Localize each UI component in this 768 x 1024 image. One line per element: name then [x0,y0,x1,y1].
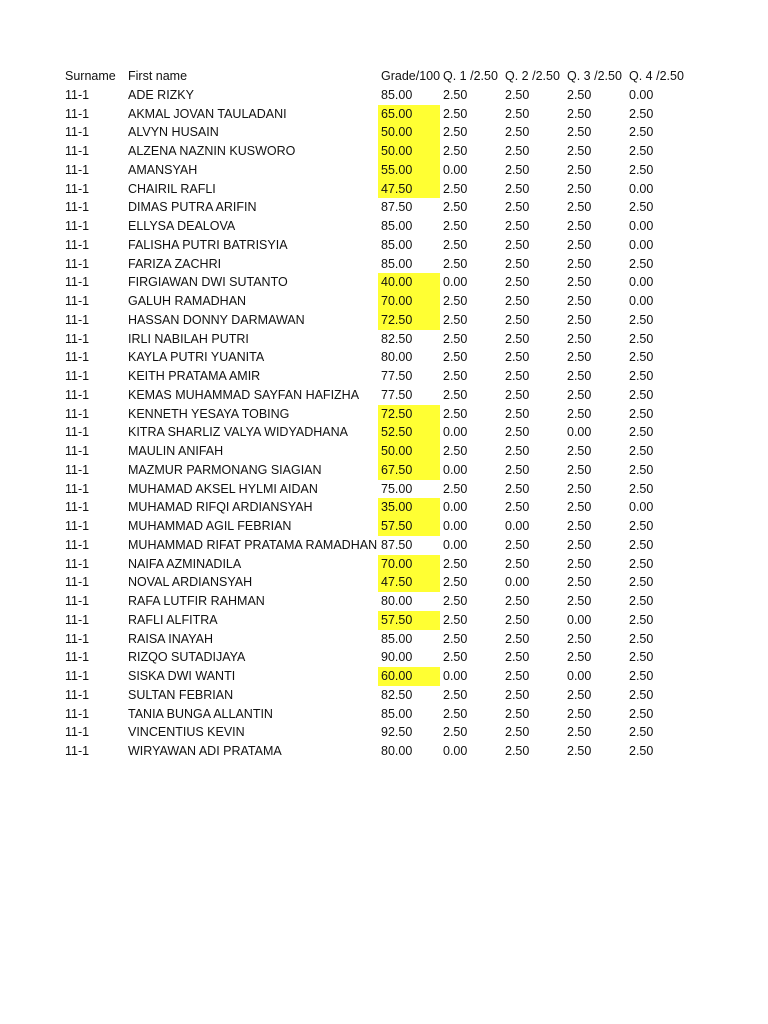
cell-q4: 0.00 [629,500,654,515]
cell-q1: 0.00 [443,162,468,177]
cell-q1: 2.50 [443,612,468,627]
cell-surname: 11-1 [65,87,90,102]
cell-surname: 11-1 [65,350,90,365]
cell-q4: 2.50 [629,481,654,496]
cell-grade: 70.00 [378,555,440,574]
header-q4: Q. 4 /2.50 [629,69,684,83]
cell-q3: 2.50 [567,594,592,608]
cell-q4: 2.50 [629,125,654,140]
cell-first-name: DIMAS PUTRA ARIFIN [128,200,257,215]
cell-grade: 77.50 [381,369,413,383]
cell-surname: 11-1 [65,200,90,215]
cell-first-name: ALZENA NAZNIN KUSWORO [128,144,296,158]
cell-q2: 2.50 [505,481,530,496]
table-row [62,573,702,592]
cell-surname: 11-1 [65,669,90,683]
cell-q1: 0.00 [443,519,468,533]
cell-q1: 2.50 [443,725,468,740]
cell-q3: 2.50 [567,462,592,477]
cell-q4: 2.50 [629,594,654,608]
cell-q1: 0.00 [443,537,468,552]
cell-grade: 80.00 [381,350,413,365]
cell-surname: 11-1 [65,519,90,533]
cell-q3: 2.50 [567,706,592,721]
table-row [62,386,702,405]
cell-first-name: SULTAN FEBRIAN [128,687,234,702]
cell-q4: 2.50 [629,162,654,177]
cell-q3: 2.50 [567,275,592,290]
table-row [62,311,702,330]
table-row [62,611,702,630]
cell-q4: 0.00 [629,219,654,233]
cell-q1: 0.00 [443,425,468,440]
cell-grade: 85.00 [381,219,413,233]
cell-grade: 80.00 [381,594,413,608]
cell-q2: 2.50 [505,612,530,627]
cell-q1: 2.50 [443,706,468,721]
table-row [62,686,702,705]
cell-q1: 2.50 [443,687,468,702]
cell-q1: 2.50 [443,406,468,421]
cell-q4: 2.50 [629,462,654,477]
cell-q4: 2.50 [629,406,654,421]
cell-q3: 2.50 [567,219,592,233]
cell-q3: 2.50 [567,444,592,458]
cell-grade: 50.00 [378,142,440,161]
table-row [62,498,702,517]
cell-q3: 2.50 [567,87,592,102]
cell-grade: 85.00 [381,706,413,721]
cell-q2: 2.50 [505,275,530,290]
cell-first-name: MUHAMAD AKSEL HYLMI AIDAN [128,481,318,496]
table-row [62,667,702,686]
cell-q2: 2.50 [505,237,530,252]
cell-q2: 2.50 [505,594,530,608]
cell-grade: 35.00 [378,498,440,517]
cell-grade: 87.50 [381,200,413,215]
cell-q1: 2.50 [443,350,468,365]
cell-grade: 72.50 [378,405,440,424]
table-row [62,423,702,442]
table-row [62,592,702,611]
cell-q4: 2.50 [629,687,654,702]
cell-q2: 2.50 [505,556,530,571]
cell-first-name: ALVYN HUSAIN [128,125,219,140]
table-row [62,480,702,499]
cell-q2: 0.00 [505,519,530,533]
cell-q2: 2.50 [505,406,530,421]
cell-q2: 2.50 [505,444,530,458]
cell-q4: 2.50 [629,669,654,683]
cell-first-name: RAFA LUTFIR RAHMAN [128,594,265,608]
cell-surname: 11-1 [65,294,90,308]
table-row [62,198,702,217]
cell-q3: 2.50 [567,350,592,365]
cell-grade: 57.50 [378,611,440,630]
cell-grade: 50.00 [378,123,440,142]
cell-q4: 2.50 [629,725,654,740]
cell-q2: 2.50 [505,744,530,758]
cell-first-name: NOVAL ARDIANSYAH [128,575,253,590]
cell-grade: 82.50 [381,687,413,702]
cell-q4: 2.50 [629,519,654,533]
cell-first-name: MUHAMAD RIFQI ARDIANSYAH [128,500,313,515]
cell-q1: 2.50 [443,594,468,608]
header-first-name: First name [128,69,188,83]
cell-q2: 2.50 [505,200,530,215]
cell-surname: 11-1 [65,275,90,290]
cell-surname: 11-1 [65,575,90,590]
cell-q3: 2.50 [567,744,592,758]
cell-q1: 0.00 [443,275,468,290]
header-q1: Q. 1 /2.50 [443,69,498,83]
cell-q1: 2.50 [443,256,468,271]
cell-grade: 80.00 [381,744,413,758]
cell-q2: 2.50 [505,144,530,158]
cell-first-name: AKMAL JOVAN TAULADANI [128,106,287,121]
cell-first-name: KAYLA PUTRI YUANITA [128,350,265,365]
cell-q3: 2.50 [567,500,592,515]
header-q2: Q. 2 /2.50 [505,69,560,83]
cell-q2: 2.50 [505,369,530,383]
cell-q1: 2.50 [443,87,468,102]
cell-q4: 0.00 [629,237,654,252]
cell-q1: 2.50 [443,387,468,402]
cell-q1: 2.50 [443,575,468,590]
table-row [62,536,702,555]
cell-surname: 11-1 [65,631,90,646]
table-row [62,348,702,367]
cell-first-name: ADE RIZKY [128,87,194,102]
cell-q2: 2.50 [505,462,530,477]
cell-q1: 2.50 [443,481,468,496]
cell-surname: 11-1 [65,106,90,121]
cell-q2: 2.50 [505,350,530,365]
cell-first-name: GALUH RAMADHAN [128,294,247,308]
cell-surname: 11-1 [65,594,90,608]
cell-surname: 11-1 [65,387,90,402]
cell-q2: 0.00 [505,575,530,590]
cell-first-name: FIRGIAWAN DWI SUTANTO [128,275,288,290]
table-row [62,517,702,536]
cell-q2: 2.50 [505,725,530,740]
cell-q3: 2.50 [567,312,592,327]
cell-q2: 2.50 [505,312,530,327]
cell-q2: 2.50 [505,125,530,140]
cell-first-name: AMANSYAH [128,162,198,177]
cell-q2: 2.50 [505,294,530,308]
cell-surname: 11-1 [65,144,90,158]
cell-surname: 11-1 [65,650,90,665]
cell-q4: 2.50 [629,312,654,327]
table-row [62,105,702,124]
cell-first-name: MUHAMMAD RIFAT PRATAMA RAMADHAN [128,537,378,552]
cell-q1: 0.00 [443,500,468,515]
cell-q4: 2.50 [629,706,654,721]
cell-surname: 11-1 [65,219,90,233]
cell-q3: 0.00 [567,425,592,440]
cell-surname: 11-1 [65,444,90,458]
cell-q4: 0.00 [629,181,654,196]
cell-q3: 2.50 [567,256,592,271]
cell-q2: 2.50 [505,425,530,440]
cell-q1: 2.50 [443,369,468,383]
cell-grade: 65.00 [378,105,440,124]
cell-grade: 82.50 [381,331,413,346]
cell-q4: 2.50 [629,144,654,158]
cell-q4: 2.50 [629,369,654,383]
table-row [62,255,702,274]
cell-surname: 11-1 [65,125,90,140]
cell-grade: 77.50 [381,387,413,402]
table-row [62,330,702,349]
cell-q1: 2.50 [443,650,468,665]
cell-q4: 2.50 [629,650,654,665]
cell-q3: 2.50 [567,556,592,571]
cell-first-name: CHAIRIL RAFLI [128,181,216,196]
cell-q1: 2.50 [443,106,468,121]
cell-q4: 2.50 [629,331,654,346]
cell-grade: 85.00 [381,237,413,252]
table-row [62,292,702,311]
cell-first-name: SISKA DWI WANTI [128,669,236,683]
table-row [62,161,702,180]
cell-grade: 67.50 [378,461,440,480]
cell-surname: 11-1 [65,162,90,177]
table-row [62,723,702,742]
cell-q4: 2.50 [629,200,654,215]
cell-surname: 11-1 [65,181,90,196]
cell-first-name: RAISA INAYAH [128,631,213,646]
cell-first-name: KITRA SHARLIZ VALYA WIDYADHANA [128,425,348,440]
cell-q2: 2.50 [505,537,530,552]
cell-grade: 70.00 [378,292,440,311]
cell-q2: 2.50 [505,106,530,121]
cell-q3: 2.50 [567,650,592,665]
cell-first-name: MAULIN ANIFAH [128,444,224,458]
cell-q2: 2.50 [505,181,530,196]
cell-grade: 47.50 [378,180,440,199]
cell-grade: 40.00 [378,273,440,292]
cell-q1: 2.50 [443,144,468,158]
table-row [62,142,702,161]
cell-q3: 0.00 [567,612,592,627]
cell-q1: 0.00 [443,744,468,758]
table-row [62,180,702,199]
cell-q3: 0.00 [567,669,592,683]
cell-grade: 57.50 [378,517,440,536]
cell-first-name: TANIA BUNGA ALLANTIN [128,706,273,721]
cell-q3: 2.50 [567,162,592,177]
table-row [62,705,702,724]
grades-sheet [62,67,702,761]
cell-grade: 85.00 [381,87,413,102]
cell-surname: 11-1 [65,725,90,740]
cell-q2: 2.50 [505,706,530,721]
cell-grade: 92.50 [381,725,413,740]
cell-q4: 2.50 [629,425,654,440]
cell-q2: 2.50 [505,331,530,346]
cell-q2: 2.50 [505,650,530,665]
cell-first-name: FARIZA ZACHRI [128,256,222,271]
cell-surname: 11-1 [65,237,90,252]
cell-surname: 11-1 [65,537,90,552]
cell-q4: 0.00 [629,294,654,308]
cell-q1: 0.00 [443,462,468,477]
cell-grade: 87.50 [381,537,413,552]
cell-first-name: NAIFA AZMINADILA [128,556,242,571]
cell-q4: 2.50 [629,387,654,402]
cell-q4: 0.00 [629,275,654,290]
cell-first-name: KEITH PRATAMA AMIR [128,369,261,383]
cell-surname: 11-1 [65,706,90,721]
cell-q4: 2.50 [629,612,654,627]
cell-q1: 2.50 [443,294,468,308]
cell-grade: 72.50 [378,311,440,330]
cell-q1: 2.50 [443,444,468,458]
cell-surname: 11-1 [65,425,90,440]
cell-q2: 2.50 [505,387,530,402]
cell-q2: 2.50 [505,219,530,233]
cell-q3: 2.50 [567,725,592,740]
cell-first-name: WIRYAWAN ADI PRATAMA [128,744,282,758]
cell-grade: 60.00 [378,667,440,686]
cell-surname: 11-1 [65,612,90,627]
cell-q1: 2.50 [443,181,468,196]
cell-q4: 2.50 [629,556,654,571]
cell-q3: 2.50 [567,369,592,383]
cell-grade: 52.50 [378,423,440,442]
header-grade: Grade/100 [381,69,440,83]
cell-q4: 2.50 [629,350,654,365]
cell-q3: 2.50 [567,481,592,496]
cell-grade: 90.00 [381,650,413,665]
cell-surname: 11-1 [65,312,90,327]
cell-q1: 2.50 [443,125,468,140]
cell-surname: 11-1 [65,256,90,271]
cell-surname: 11-1 [65,744,90,758]
cell-q2: 2.50 [505,256,530,271]
cell-q3: 2.50 [567,106,592,121]
cell-q3: 2.50 [567,331,592,346]
cell-q4: 2.50 [629,631,654,646]
cell-q1: 2.50 [443,331,468,346]
cell-q2: 2.50 [505,162,530,177]
table-row [62,86,702,105]
cell-q1: 0.00 [443,669,468,683]
cell-q3: 2.50 [567,200,592,215]
cell-q3: 2.50 [567,406,592,421]
table-row [62,742,702,761]
cell-q4: 2.50 [629,575,654,590]
cell-surname: 11-1 [65,369,90,383]
cell-q3: 2.50 [567,294,592,308]
cell-surname: 11-1 [65,462,90,477]
cell-first-name: FALISHA PUTRI BATRISYIA [128,237,288,252]
header-row [62,67,702,86]
cell-first-name: MUHAMMAD AGIL FEBRIAN [128,519,292,533]
cell-first-name: ELLYSA DEALOVA [128,219,236,233]
cell-surname: 11-1 [65,500,90,515]
cell-q4: 0.00 [629,87,654,102]
table-row [62,461,702,480]
table-row [62,123,702,142]
cell-grade: 55.00 [378,161,440,180]
cell-q1: 2.50 [443,219,468,233]
table-row [62,236,702,255]
cell-q4: 2.50 [629,537,654,552]
cell-q3: 2.50 [567,144,592,158]
table-row [62,217,702,236]
cell-q1: 2.50 [443,200,468,215]
cell-q3: 2.50 [567,237,592,252]
cell-q2: 2.50 [505,87,530,102]
cell-q1: 2.50 [443,237,468,252]
cell-surname: 11-1 [65,406,90,421]
cell-grade: 85.00 [381,631,413,646]
table-row [62,648,702,667]
cell-q2: 2.50 [505,669,530,683]
cell-grade: 47.50 [378,573,440,592]
cell-q4: 2.50 [629,256,654,271]
table-row [62,273,702,292]
cell-q3: 2.50 [567,687,592,702]
cell-grade: 50.00 [378,442,440,461]
cell-first-name: IRLI NABILAH PUTRI [128,331,249,346]
cell-q4: 2.50 [629,444,654,458]
header-q3: Q. 3 /2.50 [567,69,622,83]
cell-first-name: RIZQO SUTADIJAYA [128,650,246,665]
cell-q2: 2.50 [505,687,530,702]
cell-grade: 75.00 [381,481,413,496]
header-surname: Surname [65,69,116,83]
cell-q3: 2.50 [567,631,592,646]
cell-surname: 11-1 [65,687,90,702]
cell-q4: 2.50 [629,744,654,758]
table-body [62,86,702,761]
cell-q3: 2.50 [567,181,592,196]
cell-q4: 2.50 [629,106,654,121]
table-row [62,630,702,649]
cell-q1: 2.50 [443,556,468,571]
cell-surname: 11-1 [65,556,90,571]
cell-first-name: MAZMUR PARMONANG SIAGIAN [128,462,322,477]
cell-q3: 2.50 [567,519,592,533]
cell-q3: 2.50 [567,575,592,590]
cell-surname: 11-1 [65,331,90,346]
cell-q2: 2.50 [505,631,530,646]
cell-first-name: RAFLI ALFITRA [128,612,218,627]
cell-q3: 2.50 [567,125,592,140]
table-row [62,367,702,386]
cell-q3: 2.50 [567,387,592,402]
table-row [62,555,702,574]
cell-q3: 2.50 [567,537,592,552]
cell-q1: 2.50 [443,312,468,327]
cell-first-name: HASSAN DONNY DARMAWAN [128,312,305,327]
cell-q1: 2.50 [443,631,468,646]
cell-first-name: VINCENTIUS KEVIN [128,725,245,740]
table-row [62,405,702,424]
cell-grade: 85.00 [381,256,413,271]
cell-surname: 11-1 [65,481,90,496]
cell-q2: 2.50 [505,500,530,515]
table-row [62,442,702,461]
cell-first-name: KEMAS MUHAMMAD SAYFAN HAFIZHA [128,387,360,402]
cell-first-name: KENNETH YESAYA TOBING [128,406,290,421]
